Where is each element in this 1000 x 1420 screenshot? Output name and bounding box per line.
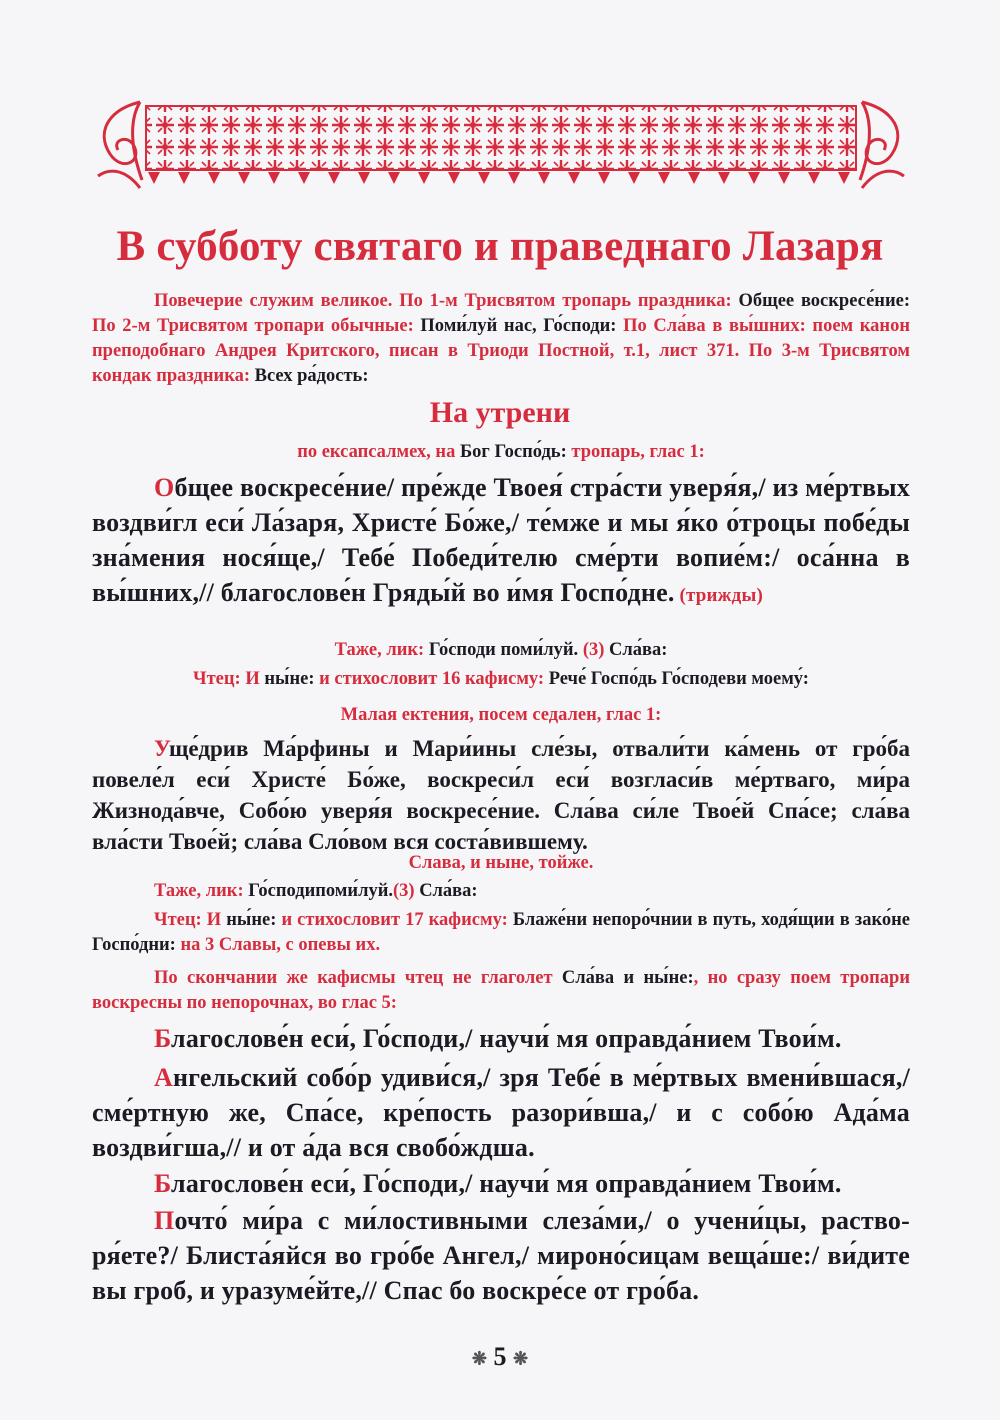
- intro-red-2: По 2-м Трисвятом тропари обычные:: [92, 316, 414, 336]
- rubric7-black-1: ны́не:: [221, 910, 277, 930]
- rubric6-black-2: Сла́ва:: [414, 881, 478, 901]
- drop-cap: П: [154, 1206, 175, 1235]
- rubric2-red-2: (3): [578, 640, 605, 660]
- rubric-kathisma-17: [92, 908, 910, 958]
- drop-cap: Б: [154, 1024, 172, 1053]
- rubric-lik-2: [92, 879, 910, 904]
- intro-red-1: Повечерие служим великое. По 1-м Трисвятом тропарь праздника:: [154, 291, 732, 311]
- section-heading: На утрени: [429, 396, 571, 429]
- troparion-angelic: [92, 1060, 910, 1165]
- drop-cap: Б: [154, 1169, 172, 1198]
- page-title: В субботу святаго и праведнаго Лазаря: [116, 223, 884, 270]
- page-number-value: 5: [493, 1342, 507, 1371]
- rubric7-red-1: Чтец: И: [154, 910, 222, 930]
- trop1-body: нгельский собо́р удиви́ся,/ зря Тебе́ в ме́ртвых вмени́вшася,/ сме́ртную же, Спа́се, кре́пость разори́вша,/ и с собо́ю Ада́ма воздви́гша,// и от а́да вся свобо́ждша.: [92, 1063, 910, 1162]
- rubric-after-kathisma: [92, 966, 910, 1016]
- rubric2-red-1: Таже, лик:: [334, 640, 425, 660]
- rubric-slava-tojzhe: Слава, и ныне, тойже.: [408, 853, 594, 873]
- sedalen-text: [92, 733, 910, 857]
- rubric7-black-2: Блаже́ни непоро́чнии в путь, ходя́щии в зако́не Госпо́дни:: [92, 910, 910, 955]
- intro-black-3: Всех ра́дость:: [249, 366, 369, 386]
- intro-black-2: Поми́луй нас, Го́споди:: [413, 316, 617, 336]
- rubric7-red-2: и стихословит 17 кафисму:: [276, 910, 508, 930]
- rubric7-red-3: на 3 Славы, с опевы их.: [175, 935, 381, 955]
- rubric-ektenia: Малая ектения, посем седален, глас 1:: [340, 705, 662, 725]
- verse2-body: лагослове́н еси́, Го́споди,/ научи́ мя оправда́нием Твои́м.: [171, 1169, 842, 1198]
- troparion-text: [92, 470, 910, 613]
- intro-red-3: По Сла́ва в вы́шних:: [616, 316, 806, 336]
- rubric3-red-1: Чтец: И: [193, 669, 260, 689]
- verse-blagosloven-1: [92, 1021, 910, 1056]
- rubric1-red-1: по ексапсалмех, на: [297, 442, 456, 462]
- rubric3-red-2: и стихословит 16 кафисму:: [314, 669, 545, 689]
- intro-black-1: Общее воскресе́ние:: [731, 291, 910, 311]
- drop-cap: А: [154, 1063, 173, 1092]
- rubric-lik: [92, 638, 910, 663]
- troparion-pochto: [92, 1203, 910, 1308]
- rubric8-red-1: По скончании же кафисмы чтец не глаголет: [154, 968, 553, 988]
- ornamental-header-band: [88, 92, 914, 194]
- intro-rubric: [92, 289, 910, 389]
- trop2-body: очто́ ми́ра с ми́лостивными слеза́ми,/ о учени́цы, раство-ря́ете?/ Блиста́яйся во гро́бе Ангел,/ мироно́сицам веща́ше:/ ви́дите вы гроб, и уразуме́йте,// Спас бо воскре́се от гро́ба.: [92, 1206, 910, 1305]
- sedalen-body: ще́дрив Ма́рфины и Мари́ины сле́зы, отвали́ти ка́мень от гро́ба повеле́л еси́ Христе́ Бо́же, воскреси́л еси́ возгласи́в ме́ртваго, ми́ра Жизнода́вче, Собо́ю уверя́я воскресе́ние. Сла́ва си́ле Твое́й Спа́се; сла́ва вла́сти Твое́й; сла́ва Сло́вом вся соста́вившему.: [92, 736, 910, 854]
- rubric3-black-2: Рече́ Госпо́дь Го́сподеви моему́:: [544, 669, 809, 689]
- verse-blagosloven-2: [92, 1166, 910, 1201]
- page-ornament-left-icon: ❋: [471, 1348, 487, 1369]
- intro-red-4: поем канон преподобнаго Андрея Критского, писан в Триоди Постной, т.1, лист 371. По 3-м Трисвятом кондак праздника:: [92, 316, 910, 386]
- page-ornament-right-icon: ❋: [513, 1348, 529, 1369]
- page-number: [0, 1342, 1000, 1372]
- rubric6-red-1: Таже, лик:: [154, 881, 244, 901]
- rubric1-black: Бог Госпо́дь:: [455, 442, 567, 462]
- drop-cap: О: [154, 473, 175, 502]
- rubric2-black-2: Сла́ва:: [604, 640, 668, 660]
- rubric6-red-2: (3): [392, 881, 415, 901]
- rubric1-red-2: тропарь, глас 1:: [566, 442, 705, 462]
- rubric8-black-1: Сла́ва и ны́не:: [552, 968, 694, 988]
- troparion-body: бщее воскресе́ние/ пре́жде Твоея́ стра́сти уверя́я,/ из ме́ртвых воздви́гл еси́ Ла́заря, Христе́ Бо́же,/ те́мже и мы я́ко о́троцы побе́ды зна́мения нося́ще,/ Тебе́ Победи́телю сме́рти вопие́м:/ оса́нна в вы́шних,// благослове́н Гряды́й во и́мя Госпо́дне.: [92, 473, 910, 607]
- rubric6-black-1: Го́сподипоми́луй.: [243, 881, 393, 901]
- rubric2-black-1: Го́споди поми́луй.: [424, 640, 579, 660]
- rubric3-black-1: ны́не:: [259, 669, 315, 689]
- drop-cap: У: [154, 736, 169, 761]
- rubric-kathisma-16: [92, 667, 910, 692]
- rubric-exapsalm: [92, 440, 910, 465]
- verse1-body: лагослове́н еси́, Го́споди,/ научи́ мя оправда́нием Твои́м.: [171, 1024, 842, 1053]
- rubric8-red-2: , но сразу поем тропари воскресны по непорочнах, во глас 5:: [92, 968, 910, 1013]
- troparion-suffix: (трижды): [674, 585, 764, 606]
